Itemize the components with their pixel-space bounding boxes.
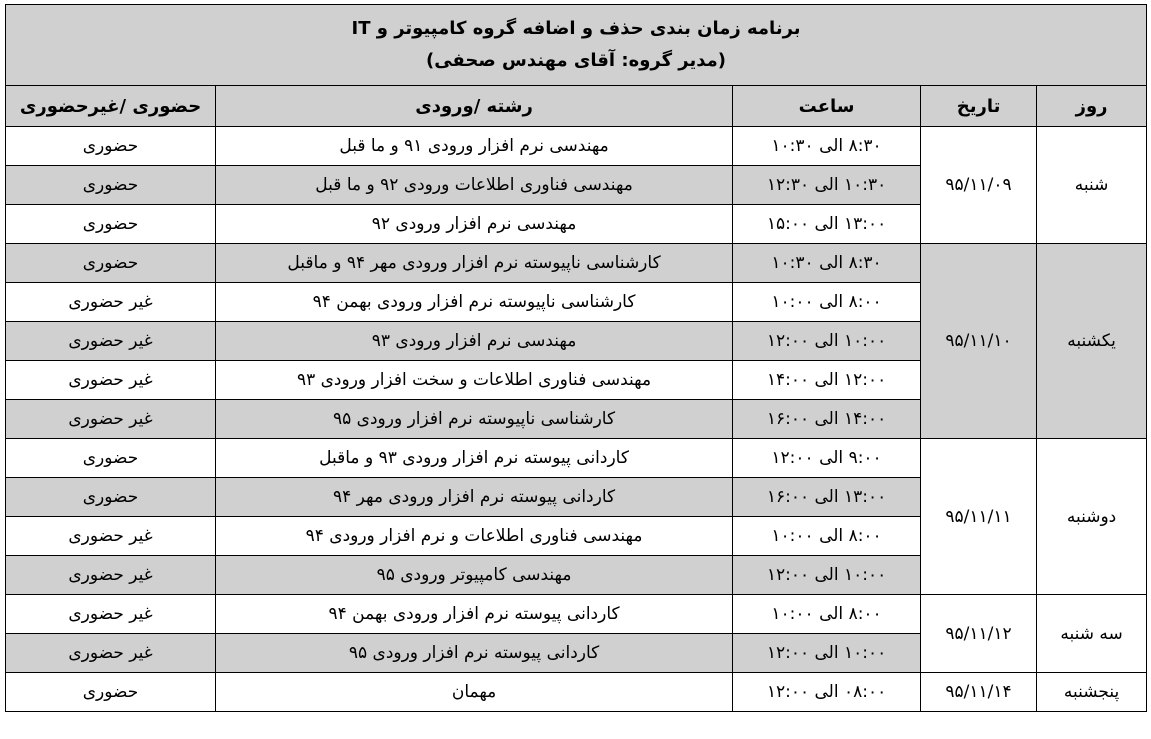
mode-cell: حضوری [6,166,216,205]
field-cell: مهندسی فناوری اطلاعات ورودی ۹۲ و ما قبل [216,166,733,205]
mode-cell: غیر حضوری [6,517,216,556]
day-cell: پنجشنبه [1037,673,1147,712]
day-cell: دوشنبه [1037,439,1147,595]
time-cell: ۸:۰۰ الی ۱۰:۰۰ [733,517,921,556]
mode-cell: غیر حضوری [6,361,216,400]
schedule-body [6,127,1147,712]
date-cell: ۹۵/۱۱/۰۹ [921,127,1037,244]
field-cell: کاردانی پیوسته نرم افزار ورودی بهمن ۹۴ [216,595,733,634]
table-row [6,439,1147,478]
field-cell: مهندسی فناوری اطلاعات و نرم افزار ورودی ۹۴ [216,517,733,556]
mode-cell: حضوری [6,244,216,283]
title-line-1: برنامه زمان بندی حذف و اضافه گروه کامپیوتر و IT [351,18,801,39]
time-cell: ۱۰:۰۰ الی ۱۲:۰۰ [733,322,921,361]
time-cell: ۱۲:۰۰ الی ۱۴:۰۰ [733,361,921,400]
time-cell: ۸:۰۰ الی ۱۰:۰۰ [733,595,921,634]
field-cell: مهندسی نرم افزار ورودی ۹۳ [216,322,733,361]
header-day: روز [1037,86,1147,127]
time-cell: ۱۴:۰۰ الی ۱۶:۰۰ [733,400,921,439]
day-cell: شنبه [1037,127,1147,244]
header-date: تاریخ [921,86,1037,127]
table-title [6,5,1147,86]
table-row [6,127,1147,166]
mode-cell: حضوری [6,127,216,166]
time-cell: ۱۰:۰۰ الی ۱۲:۰۰ [733,556,921,595]
mode-cell: غیر حضوری [6,634,216,673]
mode-cell: حضوری [6,673,216,712]
time-cell: ۸:۳۰ الی ۱۰:۳۰ [733,127,921,166]
mode-cell: حضوری [6,205,216,244]
time-cell: ۱۰:۳۰ الی ۱۲:۳۰ [733,166,921,205]
day-cell: سه شنبه [1037,595,1147,673]
mode-cell: حضوری [6,478,216,517]
table-row [6,244,1147,283]
table-row [6,595,1147,634]
field-cell: مهندسی کامپیوتر ورودی ۹۵ [216,556,733,595]
mode-cell: غیر حضوری [6,322,216,361]
time-cell: ۹:۰۰ الی ۱۲:۰۰ [733,439,921,478]
mode-cell: غیر حضوری [6,400,216,439]
field-cell: مهمان [216,673,733,712]
field-cell: مهندسی فناوری اطلاعات و سخت افزار ورودی ۹۳ [216,361,733,400]
date-cell: ۹۵/۱۱/۱۰ [921,244,1037,439]
field-cell: مهندسی نرم افزار ورودی ۹۱ و ما قبل [216,127,733,166]
schedule-table [5,4,1147,712]
header-field: رشته /ورودی [216,86,733,127]
mode-cell: غیر حضوری [6,556,216,595]
date-cell: ۹۵/۱۱/۱۴ [921,673,1037,712]
field-cell: کارشناسی ناپیوسته نرم افزار ورودی مهر ۹۴ و ماقبل [216,244,733,283]
title-line-2: (مدیر گروه: آقای مهندس صحفی) [425,50,727,71]
time-cell: ۰۸:۰۰ الی ۱۲:۰۰ [733,673,921,712]
field-cell: کاردانی پیوسته نرم افزار ورودی ۹۵ [216,634,733,673]
field-cell: مهندسی نرم افزار ورودی ۹۲ [216,205,733,244]
field-cell: کارشناسی ناپیوسته نرم افزار ورودی ۹۵ [216,400,733,439]
field-cell: کاردانی پیوسته نرم افزار ورودی مهر ۹۴ [216,478,733,517]
field-cell: کارشناسی ناپیوسته نرم افزار ورودی بهمن ۹۴ [216,283,733,322]
time-cell: ۱۰:۰۰ الی ۱۲:۰۰ [733,634,921,673]
date-cell: ۹۵/۱۱/۱۲ [921,595,1037,673]
mode-cell: غیر حضوری [6,595,216,634]
mode-cell: غیر حضوری [6,283,216,322]
mode-cell: حضوری [6,439,216,478]
date-cell: ۹۵/۱۱/۱۱ [921,439,1037,595]
time-cell: ۱۳:۰۰ الی ۱۵:۰۰ [733,205,921,244]
time-cell: ۸:۰۰ الی ۱۰:۰۰ [733,283,921,322]
time-cell: ۸:۳۰ الی ۱۰:۳۰ [733,244,921,283]
table-row [6,673,1147,712]
field-cell: کاردانی پیوسته نرم افزار ورودی ۹۳ و ماقبل [216,439,733,478]
day-cell: یکشنبه [1037,244,1147,439]
header-time: ساعت [733,86,921,127]
header-mode: حضوری /غیرحضوری [6,86,216,127]
time-cell: ۱۳:۰۰ الی ۱۶:۰۰ [733,478,921,517]
